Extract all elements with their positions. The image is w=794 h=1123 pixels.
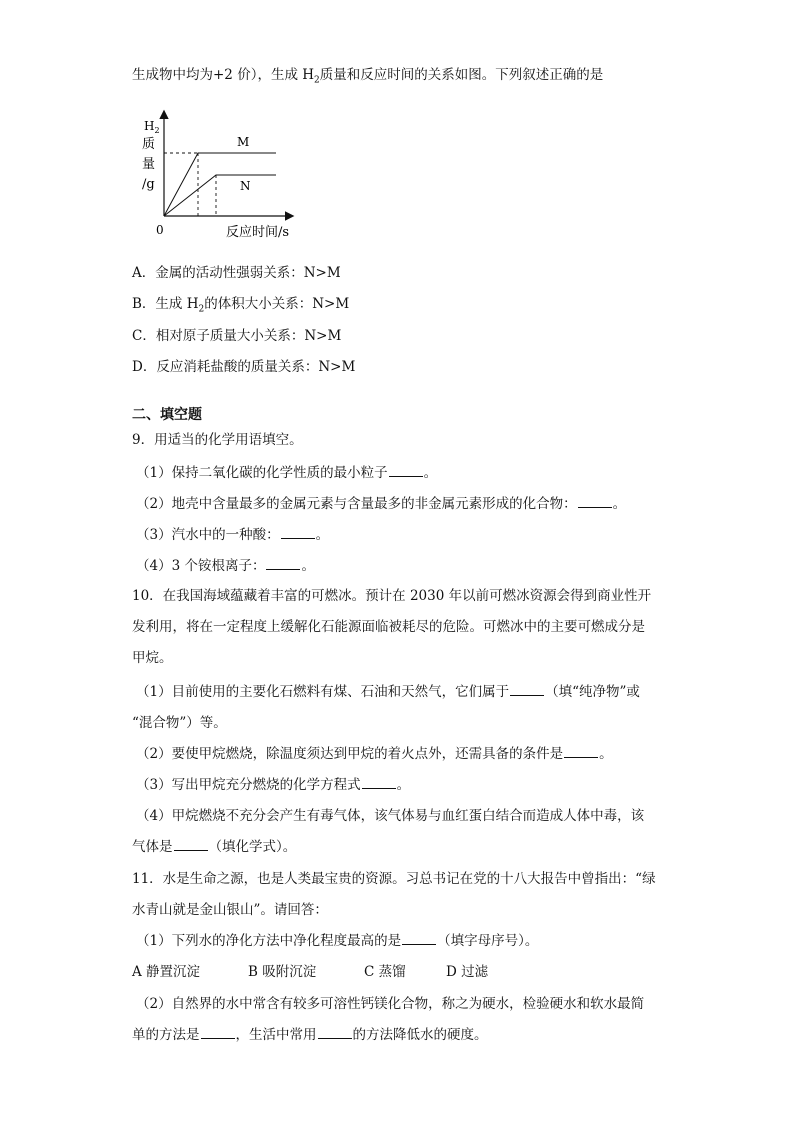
curve-n bbox=[164, 175, 276, 216]
option-b: B．生成 $H_2$的体积大小关系：N>M bbox=[132, 296, 350, 315]
q10-part-2: （2）要使甲烷燃烧，除温度须达到甲烷的着火点外，还需具备的条件是 。 bbox=[136, 746, 613, 762]
curve-m bbox=[164, 153, 276, 216]
y-label-2: 质 bbox=[142, 137, 156, 152]
y-label-3: 量 bbox=[142, 157, 156, 172]
answer-blank bbox=[578, 495, 612, 508]
q8-graph bbox=[130, 108, 310, 243]
answer-blank bbox=[281, 526, 315, 539]
q9-item-4: （4）3 个铵根离子： 。 bbox=[136, 558, 315, 574]
option-d: D．反应消耗盐酸的质量关系：N>M bbox=[132, 359, 356, 375]
q8-stem: 生成物中均为+2 价），生成 $H_2$质量和反应时间的关系如图。下列叙述正确的是 bbox=[132, 67, 604, 86]
answer-blank bbox=[318, 1026, 352, 1039]
curve-m-label: M bbox=[237, 135, 250, 149]
q9-item-1: （1）保持二氧化碳的化学性质的最小粒子 。 bbox=[136, 465, 438, 481]
answer-blank bbox=[201, 1026, 235, 1039]
q10-part-4: （4）甲烷燃烧不充分会产生有毒气体，该气体易与血红蛋白结合而造成人体中毒，该 bbox=[136, 808, 645, 824]
q9-stem: 9．用适当的化学用语填空。 bbox=[132, 432, 303, 448]
origin-label: 0 bbox=[156, 223, 164, 237]
answer-blank bbox=[564, 745, 598, 758]
q11-choices bbox=[132, 963, 488, 981]
q11-part-1: （1）下列水的净化方法中净化程度最高的是 （填字母序号）。 bbox=[136, 933, 539, 949]
choice-c: C 蒸馏 bbox=[364, 964, 406, 980]
y-label-h2: $H_2$ bbox=[144, 119, 160, 135]
q10-part-4-cont: 气体是 （填化学式）。 bbox=[132, 839, 297, 855]
q10-stem-3: 甲烷。 bbox=[132, 650, 173, 666]
answer-blank bbox=[402, 932, 436, 945]
answer-blank bbox=[266, 557, 300, 570]
q11-part-2-cont: 单的方法是 ，生活中常用 的方法降低水的硬度。 bbox=[132, 1027, 488, 1043]
q11-stem-2: 水青山就是金山银山”。请回答： bbox=[132, 902, 328, 918]
choice-b: B 吸附沉淀 bbox=[248, 964, 317, 980]
answer-blank bbox=[510, 683, 544, 696]
answer-blank bbox=[174, 838, 208, 851]
q10-stem-1: 10．在我国海域蕴藏着丰富的可燃冰。预计在 2030 年以前可燃冰资源会得到商业性开 bbox=[132, 588, 652, 604]
option-c: C．相对原子质量大小关系：N>M bbox=[132, 328, 342, 344]
x-label: 反应时间/s bbox=[226, 225, 290, 240]
q11-stem-1: 11．水是生命之源，也是人类最宝贵的资源。习总书记在党的十八大报告中曾指出：“绿 bbox=[132, 871, 656, 887]
answer-blank bbox=[389, 464, 423, 477]
choice-a: A 静置沉淀 bbox=[132, 964, 201, 980]
q10-stem-2: 发利用，将在一定程度上缓解化石能源面临被耗尽的危险。可燃冰中的主要可燃成分是 bbox=[132, 619, 645, 635]
choice-d: D 过滤 bbox=[446, 964, 489, 980]
q10-part-1: （1）目前使用的主要化石燃料有煤、石油和天然气，它们属于 （填“纯净物”或 bbox=[136, 684, 640, 700]
q9-item-3: （3）汽水中的一种酸： 。 bbox=[136, 527, 330, 543]
q11-part-2: （2）自然界的水中常含有较多可溶性钙镁化合物，称之为硬水，检验硬水和软水最简 bbox=[136, 996, 645, 1012]
q10-part-3: （3）写出甲烷充分燃烧的化学方程式 。 bbox=[136, 777, 411, 793]
answer-blank bbox=[362, 776, 396, 789]
q9-item-2: （2）地壳中含量最多的金属元素与含量最多的非金属元素形成的化合物： 。 bbox=[136, 496, 627, 512]
y-label-4: /g bbox=[142, 177, 155, 192]
option-a: A．金属的活动性强弱关系：N>M bbox=[132, 265, 341, 281]
curve-n-label: N bbox=[240, 179, 251, 193]
section-title: 二、填空题 bbox=[132, 407, 202, 423]
q10-part-1-cont: “混合物”）等。 bbox=[132, 715, 227, 731]
